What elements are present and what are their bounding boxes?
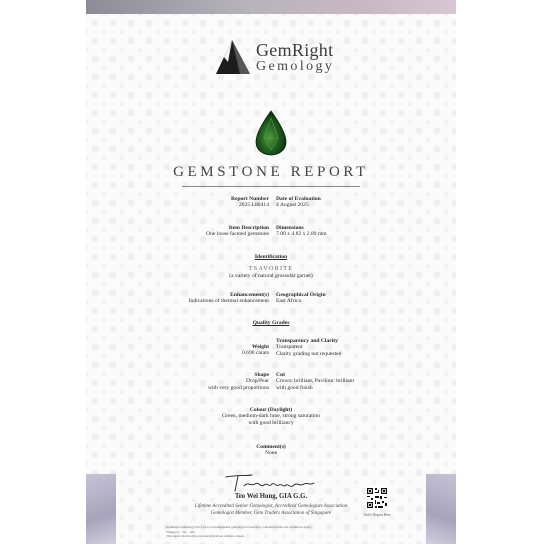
colour-label: Colour (Daylight) xyxy=(249,407,293,413)
colour-block xyxy=(86,407,456,426)
proportions-value: with very good proportions xyxy=(207,384,269,391)
comments-value: None xyxy=(264,450,278,457)
colour-value: Green, medium-dark tone, strong saturation xyxy=(222,413,320,420)
footer-line-3: This report shall not be reproduced without written consent. xyxy=(166,534,246,539)
enhancement-label: Enhancement(s) xyxy=(230,292,269,298)
brand-name: GemRight xyxy=(256,40,334,60)
qr-code[interactable] xyxy=(366,487,388,509)
footer-line-1: GemRight Gemology Pte. Ltd. is an independent gemological laboratory. Detailed terms and conditions apply. xyxy=(166,525,312,529)
enhancement-value: Indications of thermal enhancement xyxy=(188,298,269,305)
dimensions-value: 7.00 x 4.82 x 2.89 mm xyxy=(276,231,327,238)
identification-heading: Identification xyxy=(254,254,288,260)
signature xyxy=(224,472,316,494)
comments-block xyxy=(86,444,456,457)
shape-label: Shape xyxy=(254,372,269,378)
footer-line-2: Singapore · Tel. · info xyxy=(166,529,196,534)
certificate xyxy=(86,14,456,544)
species-name: TSAVORITE xyxy=(248,265,294,272)
transparency-label: Transparency and Clarity xyxy=(276,338,338,344)
credential-line-2: Gemologist Member, Gem Traders Association of Singapore xyxy=(210,510,332,516)
title-divider xyxy=(182,186,360,187)
gemstone-image xyxy=(254,110,288,156)
brilliancy-value: with good brilliancy xyxy=(248,419,294,426)
weight-label: Weight xyxy=(251,344,269,350)
brand-logo xyxy=(210,38,340,82)
report-number-value: 2025.L80414 xyxy=(239,202,269,209)
quality-grades-heading: Quality Grades xyxy=(252,320,290,326)
report-title: GEMSTONE REPORT xyxy=(173,164,369,180)
transparency-value: Transparent xyxy=(276,344,303,351)
report-number-label: Report Number xyxy=(230,196,269,202)
finish-value: with good finish xyxy=(276,384,313,391)
weight-value: 0.690 carats xyxy=(241,350,269,357)
dimensions-label: Dimensions xyxy=(276,225,304,231)
signatory-name: Teo Wei Hong, GIA G.G. xyxy=(234,493,308,500)
item-value: One loose faceted gemstone xyxy=(206,231,269,238)
verify-report-label: Verify Report Here xyxy=(363,513,391,517)
cut-label: Cut xyxy=(276,372,286,378)
origin-value: East Africa xyxy=(276,298,302,305)
item-label: Item Description xyxy=(228,225,269,231)
credential-line-1: Lifetime Accredited Senior Gemologist, Accredited Gemologists Association xyxy=(194,504,348,509)
species-variety: (a variety of natural grossular garnet) xyxy=(229,273,313,279)
brand-subtitle: Gemology xyxy=(256,59,335,74)
clarity-value: Clarity grading not requested xyxy=(276,350,342,357)
date-label: Date of Evaluation xyxy=(276,196,321,202)
comments-label: Comment(s) xyxy=(256,444,286,450)
date-value: 4 August 2025 xyxy=(276,202,309,209)
legal-footer xyxy=(166,525,426,539)
shape-value: Drop/Pear xyxy=(246,378,269,385)
gem-logo-icon xyxy=(210,40,252,80)
cut-value: Crown: brilliant, Pavilion: brilliant xyxy=(276,378,354,385)
origin-label: Geographical Origin xyxy=(276,292,326,298)
